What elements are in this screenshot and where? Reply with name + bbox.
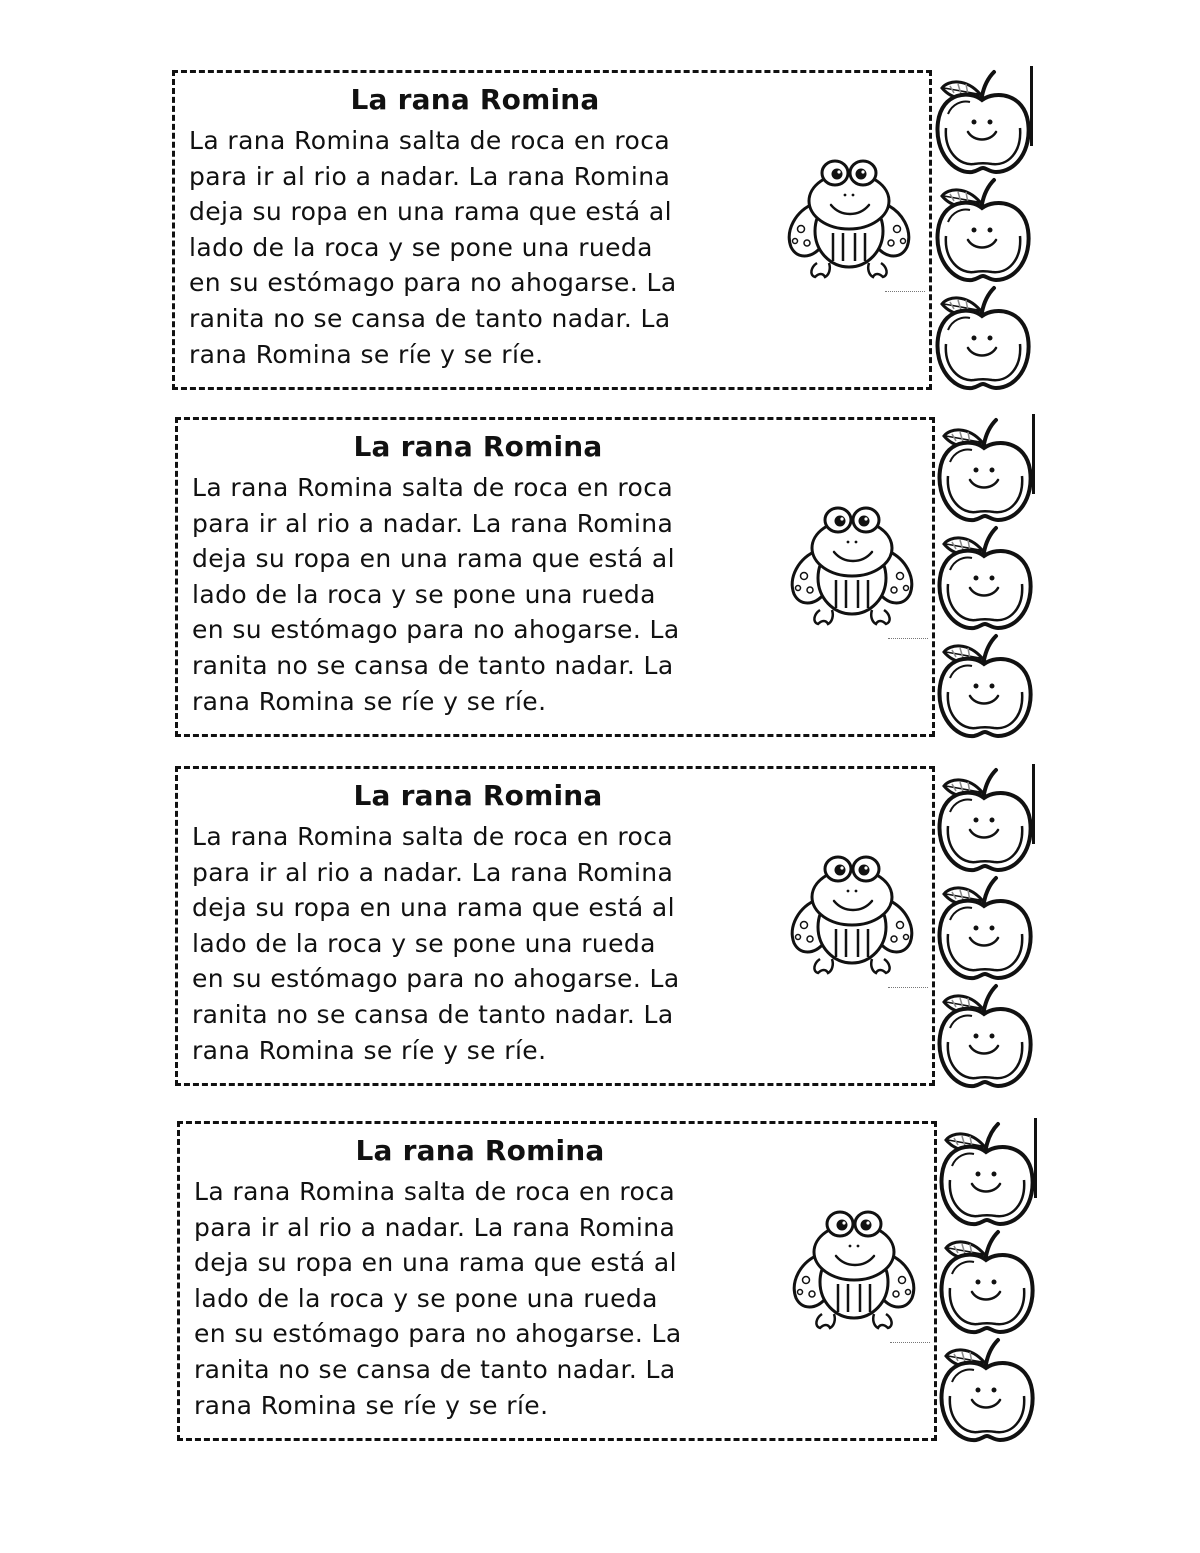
text-line: ranita no se cansa de tanto nadar. La bbox=[192, 650, 674, 680]
apple-icon bbox=[934, 1334, 1040, 1446]
apple-marker-column bbox=[930, 66, 1036, 396]
frog-icon bbox=[784, 502, 920, 632]
text-line: rana Romina se ríe y se ríe. bbox=[194, 1390, 549, 1420]
apple-icon bbox=[934, 1226, 1040, 1338]
card-text bbox=[194, 1174, 760, 1423]
apple-icon bbox=[932, 872, 1038, 984]
frog-icon bbox=[784, 851, 920, 981]
text-line: La rana Romina salta de roca en roca bbox=[189, 126, 671, 155]
text-line: La rana Romina salta de roca en roca bbox=[192, 473, 674, 502]
illustration-credit-mark bbox=[888, 987, 928, 991]
cut-line bbox=[1032, 414, 1035, 494]
apple-icon bbox=[930, 282, 1036, 394]
text-line: deja su ropa en una rama que está al bbox=[192, 893, 675, 923]
text-line: lado de la roca y se pone una rueda bbox=[192, 928, 656, 958]
text-line: en su estómago para no ahogarse. La bbox=[192, 615, 680, 645]
cut-line bbox=[1032, 764, 1035, 844]
reading-card bbox=[177, 1121, 937, 1441]
text-line: en su estómago para no ahogarse. La bbox=[194, 1319, 682, 1349]
reading-card bbox=[172, 70, 932, 390]
text-line: deja su ropa en una rama que está al bbox=[194, 1248, 677, 1278]
text-line: ranita no se cansa de tanto nadar. La bbox=[189, 303, 671, 333]
apple-icon bbox=[932, 414, 1038, 526]
card-title: La rana Romina bbox=[353, 779, 603, 812]
apple-icon bbox=[932, 630, 1038, 742]
illustration-credit-mark bbox=[885, 291, 925, 295]
apple-icon bbox=[930, 66, 1036, 178]
apple-marker-column bbox=[932, 414, 1038, 744]
text-line: ranita no se cansa de tanto nadar. La bbox=[194, 1354, 676, 1384]
frog-icon bbox=[781, 155, 917, 285]
text-line: en su estómago para no ahogarse. La bbox=[192, 964, 680, 994]
card-title: La rana Romina bbox=[350, 83, 600, 116]
cut-line bbox=[1034, 1118, 1037, 1198]
apple-icon bbox=[932, 980, 1038, 1092]
text-line: lado de la roca y se pone una rueda bbox=[194, 1283, 658, 1313]
apple-icon bbox=[932, 764, 1038, 876]
text-line: para ir al rio a nadar. La rana Romina bbox=[189, 161, 671, 191]
reading-card bbox=[175, 417, 935, 737]
text-line: ranita no se cansa de tanto nadar. La bbox=[192, 999, 674, 1029]
text-line: La rana Romina salta de roca en roca bbox=[194, 1177, 676, 1206]
card-title: La rana Romina bbox=[355, 1134, 605, 1167]
cut-line bbox=[1030, 66, 1033, 146]
text-line: deja su ropa en una rama que está al bbox=[189, 197, 672, 227]
illustration-credit-mark bbox=[890, 1342, 930, 1346]
text-line: rana Romina se ríe y se ríe. bbox=[192, 1035, 547, 1065]
text-line: en su estómago para no ahogarse. La bbox=[189, 268, 677, 298]
card-title: La rana Romina bbox=[353, 430, 603, 463]
text-line: rana Romina se ríe y se ríe. bbox=[189, 339, 544, 369]
text-line: para ir al rio a nadar. La rana Romina bbox=[192, 508, 674, 538]
text-line: lado de la roca y se pone una rueda bbox=[192, 579, 656, 609]
apple-icon bbox=[932, 522, 1038, 634]
apple-icon bbox=[934, 1118, 1040, 1230]
frog-icon bbox=[786, 1206, 922, 1336]
apple-icon bbox=[930, 174, 1036, 286]
illustration-credit-mark bbox=[888, 638, 928, 642]
apple-marker-column bbox=[934, 1118, 1040, 1448]
text-line: deja su ropa en una rama que está al bbox=[192, 544, 675, 574]
text-line: para ir al rio a nadar. La rana Romina bbox=[194, 1212, 676, 1242]
card-text bbox=[192, 470, 758, 719]
card-text bbox=[192, 819, 758, 1068]
apple-marker-column bbox=[932, 764, 1038, 1094]
text-line: rana Romina se ríe y se ríe. bbox=[192, 686, 547, 716]
text-line: La rana Romina salta de roca en roca bbox=[192, 822, 674, 851]
reading-card bbox=[175, 766, 935, 1086]
text-line: para ir al rio a nadar. La rana Romina bbox=[192, 857, 674, 887]
card-text bbox=[189, 123, 755, 372]
text-line: lado de la roca y se pone una rueda bbox=[189, 232, 653, 262]
